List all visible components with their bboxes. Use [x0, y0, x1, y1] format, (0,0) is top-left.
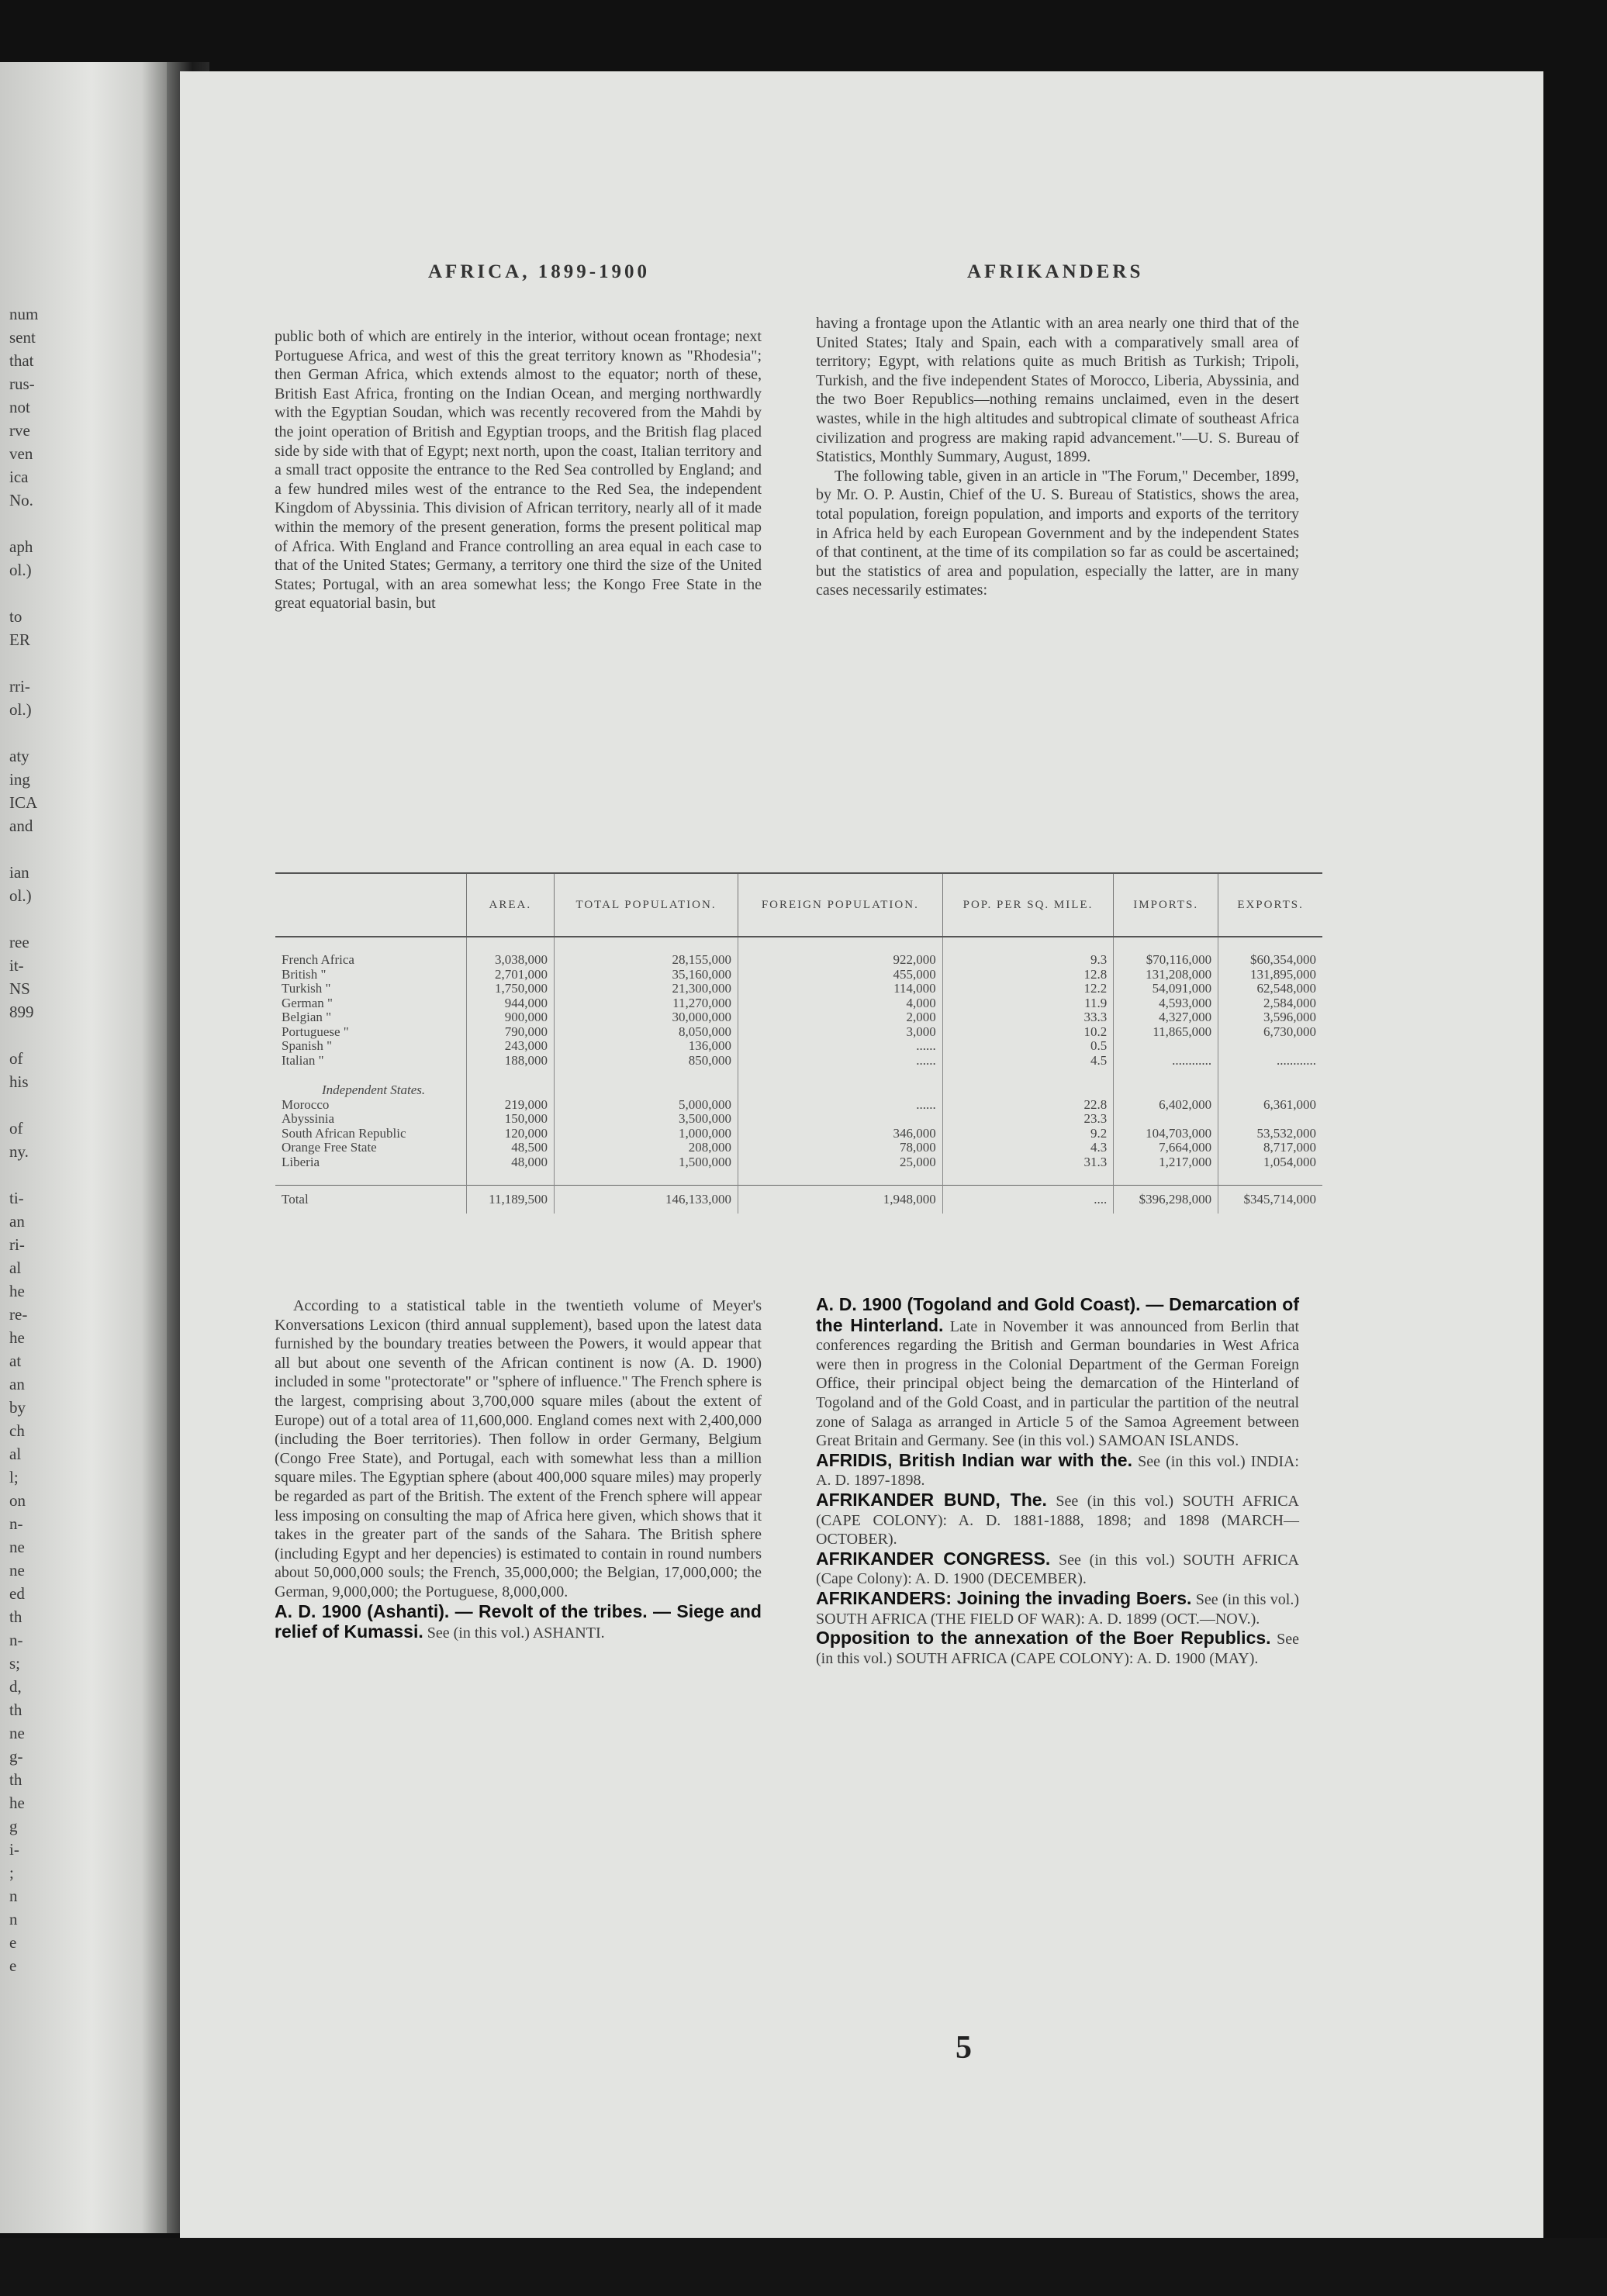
fragment-line: No.	[9, 491, 33, 509]
table-cell: 8,050,000	[555, 1025, 738, 1040]
table-row	[275, 1141, 1322, 1155]
table-cell	[555, 937, 738, 953]
table-cell: British "	[282, 966, 327, 982]
entry-heading: AFRIDIS, British Indian war with the.	[816, 1449, 1132, 1470]
index-entry	[816, 1451, 1299, 1490]
table-cell: 3,500,000	[555, 1112, 738, 1127]
table-cell: ......	[738, 1054, 943, 1069]
table-cell	[1218, 1039, 1322, 1054]
running-header-right: AFRIKANDERS	[967, 261, 1144, 282]
table-cell	[466, 1083, 554, 1098]
fragment-line: ne	[9, 1724, 25, 1742]
table-cell: 35,160,000	[555, 968, 738, 982]
table-cell: 9.2	[942, 1127, 1114, 1141]
fragment-line: d,	[9, 1677, 22, 1696]
fragment-line: e	[9, 1933, 17, 1952]
index-entry	[816, 1628, 1299, 1668]
table-cell	[1218, 1112, 1322, 1127]
fragment-line	[9, 1163, 164, 1186]
entry-heading: AFRIKANDER BUND, The.	[816, 1489, 1047, 1510]
paragraph: The following table, given in an article in "The Forum," December, 1899, by Mr. O. P. Austin, Chief of the U. S. Bureau of Statistics, shows the area, total population, foreign population, and imports and exports of the territory in Africa held by each European Government and by the independent States of that continent, at the time of its compilation so far as could be ascertained; but the statistics of area and population, especially the latter, are in many cases necessarily estimates:	[816, 467, 1299, 599]
table-cell: Total	[275, 1186, 466, 1214]
table-cell: 1,054,000	[1218, 1155, 1322, 1170]
table-cell: 243,000	[466, 1039, 554, 1054]
table-cell: Turkish "	[282, 981, 331, 996]
fragment-line: by	[9, 1398, 26, 1417]
fragment-line: ree	[9, 933, 29, 951]
table-cell	[275, 1169, 466, 1186]
fragment-line: n	[9, 1887, 18, 1905]
fragment-line: ol.)	[9, 561, 32, 579]
facing-page	[0, 62, 167, 2233]
fragment-line: ol.)	[9, 700, 32, 719]
statistics-table	[275, 872, 1322, 1214]
fragment-line: of	[9, 1049, 23, 1068]
table-cell: 48,000	[466, 1155, 554, 1170]
table-cell: ......	[738, 1039, 943, 1054]
table-cell: 1,500,000	[555, 1155, 738, 1170]
fragment-line: at	[9, 1352, 22, 1370]
fragment-line: of	[9, 1119, 23, 1138]
running-header-left: AFRICA, 1899-1900	[428, 261, 651, 282]
table-cell: 4.5	[942, 1054, 1114, 1069]
table-cell: 131,208,000	[1114, 968, 1218, 982]
fragment-line: an	[9, 1212, 25, 1231]
table-cell: 31.3	[942, 1155, 1114, 1170]
table-cell: 3,000	[738, 1025, 943, 1040]
fragment-line: re-	[9, 1305, 28, 1324]
table-cell: 21,300,000	[555, 982, 738, 996]
paragraph: having a frontage upon the Atlantic with an area nearly one third that of the United States; Italy and Spain, each with a comparatively small area of territory; Egypt, with relations quite as much British as Turkish; Tripoli, Turkish, and the five independent States of Morocco, Liberia, Abyssinia, and the two Boer Republics—nothing remains unclaimed, even in the desert wastes, while in the high altitudes and subtropical climate of southeast Africa civilization and progress are making rapid advancement."—U. S. Bureau of Statistics, Monthly Summary, August, 1899.	[816, 315, 1299, 466]
table-cell: 12.8	[942, 968, 1114, 982]
table-cell	[1218, 1068, 1322, 1083]
table-cell: 1,750,000	[466, 982, 554, 996]
entry-heading: Opposition to the annexation of the Boer Republics.	[816, 1628, 1271, 1649]
table-cell: 150,000	[466, 1112, 554, 1127]
table-cell: 9.3	[942, 953, 1114, 968]
table-cell: 790,000	[466, 1025, 554, 1040]
fragment-line: he	[9, 1282, 25, 1300]
column-1-bottom	[275, 1296, 762, 1643]
table-cell: ............	[1114, 1054, 1218, 1069]
column-2-bottom	[816, 1295, 1299, 1668]
table-cell: 114,000	[738, 982, 943, 996]
table-cell: ............	[1218, 1054, 1322, 1069]
table-row	[275, 1127, 1322, 1141]
table-cell: 1,000,000	[555, 1127, 738, 1141]
fragment-line: ;	[9, 1863, 14, 1882]
table-cell	[942, 1169, 1114, 1186]
column-header: AREA.	[466, 873, 554, 937]
table-row	[275, 1039, 1322, 1054]
fragment-line: aph	[9, 537, 33, 556]
fragment-line: e	[9, 1956, 17, 1975]
entry-heading: AFRIKANDER CONGRESS.	[816, 1548, 1051, 1569]
column-2-top	[816, 314, 1299, 600]
index-entry	[816, 1589, 1299, 1628]
fragment-line: ER	[9, 630, 30, 649]
spacer-row	[275, 1068, 1322, 1083]
table-cell	[738, 1169, 943, 1186]
table-cell: 12.2	[942, 982, 1114, 996]
table-cell: 146,133,000	[555, 1186, 738, 1214]
table-cell: ....	[942, 1186, 1114, 1214]
column-header: FOREIGN POPULATION.	[738, 873, 943, 937]
fragment-line: ing	[9, 770, 30, 789]
table-cell: Belgian "	[282, 1010, 332, 1024]
table-cell: Italian "	[282, 1052, 324, 1068]
entry-text: Late in November it was announced from Berlin that conferences regarding the British and German boundaries in West Africa were then in progress in the Colonial Department of the German Foreign Office, their principal object being the demarcation of the Hinterland of Togoland and of the Gold Coast, and in particular the partition of the neutral zone of Salaga as arranged in Article 5 of the Samoa Agreement between Great Britain and Germany. See (in this vol.) SAMOAN ISLANDS.	[816, 1317, 1299, 1450]
index-entry	[816, 1490, 1299, 1549]
table-cell	[1218, 1169, 1322, 1186]
table-cell: 2,000	[738, 1010, 943, 1025]
table-cell: 7,664,000	[1114, 1141, 1218, 1155]
table-cell: 11,270,000	[555, 996, 738, 1011]
table-cell: South African Republic	[282, 1125, 406, 1141]
entry-text: See (in this vol.) SOUTH AFRICA (CAPE COLONY): A. D. 1900 (MAY).	[816, 1631, 1299, 1667]
fragment-line: th	[9, 1770, 22, 1789]
table-cell	[738, 1112, 943, 1127]
fragment-line: he	[9, 1328, 25, 1347]
table-cell: 11.9	[942, 996, 1114, 1011]
fragment-line: n	[9, 1910, 18, 1928]
table-cell: 22.8	[942, 1098, 1114, 1113]
paragraph: public both of which are entirely in the interior, without ocean frontage; next Portuguese Africa, and west of this the great territory known as "Rhodesia"; then German Africa, which extends almost to the equator; north of these, British East Africa, fronting on the Indian Ocean, and merging northwardly with the Egyptian Soudan, which was recently recovered from the Mahdi by the joint operation of British and Egyptian troops, and the British flag placed side by side with that of Egypt; next north, upon the coast, Italian territory and a small tract opposite the entrance to the Red Sea controlled by England; and a few hundred miles west of the entrance to the Red Sea, the independent Kingdom of Abyssinia. This division of African territory, nearly all of it made within the memory of the present generation, forms the present political map of Africa. With England and France controlling an area equal in each case to that of the United States; Germany, a territory one third the size of the United States; Portugal, with an area somewhat less; the Kongo Free State in the great equatorial basin, but	[275, 328, 762, 613]
fragment-line	[9, 907, 164, 930]
table-cell: 208,000	[555, 1141, 738, 1155]
table-cell: 1,217,000	[1114, 1155, 1218, 1170]
fragment-line	[9, 837, 164, 861]
table-subheader-row	[275, 1083, 1322, 1098]
table-cell: 4,000	[738, 996, 943, 1011]
table-cell: 25,000	[738, 1155, 943, 1170]
entry-text: See (in this vol.) SOUTH AFRICA (CAPE COLONY): A. D. 1881-1888, 1898; and 1898 (MARCH—OCTOBER).	[816, 1492, 1299, 1549]
fragment-line: ol.)	[9, 886, 32, 905]
table-cell: 5,000,000	[555, 1098, 738, 1113]
fragment-line: an	[9, 1375, 25, 1393]
table-cell: $396,298,000	[1114, 1186, 1218, 1214]
fragment-line: ne	[9, 1561, 25, 1580]
fragment-line: ti-	[9, 1189, 24, 1207]
fragment-line: th	[9, 1607, 22, 1626]
fragment-line: ica	[9, 468, 29, 486]
fragment-line	[9, 1024, 164, 1047]
fragment-line	[9, 1093, 164, 1117]
table-row	[275, 1010, 1322, 1025]
spacer-row	[275, 937, 1322, 953]
table-cell: 1,948,000	[738, 1186, 943, 1214]
table-row	[275, 1025, 1322, 1040]
fragment-line: 899	[9, 1003, 34, 1021]
table-cell	[555, 1068, 738, 1083]
table-cell	[942, 1068, 1114, 1083]
table-cell: 850,000	[555, 1054, 738, 1069]
table-cell: 188,000	[466, 1054, 554, 1069]
fragment-line: ch	[9, 1421, 25, 1440]
table-cell	[555, 1083, 738, 1098]
table-cell: 30,000,000	[555, 1010, 738, 1025]
fragment-line: ne	[9, 1538, 25, 1556]
table-cell: Liberia	[282, 1154, 320, 1169]
table-cell: 6,361,000	[1218, 1098, 1322, 1113]
scan-border	[0, 2238, 1607, 2296]
page-number: 5	[956, 2030, 972, 2066]
table-cell: 53,532,000	[1218, 1127, 1322, 1141]
facing-page-text	[9, 302, 164, 1977]
fragment-line: n-	[9, 1514, 23, 1533]
fragment-line: his	[9, 1072, 29, 1091]
fragment-line: and	[9, 817, 33, 835]
table-cell: German "	[282, 995, 333, 1010]
fragment-line: s;	[9, 1654, 21, 1673]
fragment-line: i-	[9, 1840, 19, 1859]
fragment-line	[9, 651, 164, 675]
index-entry	[816, 1295, 1299, 1451]
table-cell: 6,730,000	[1218, 1025, 1322, 1040]
fragment-line: num	[9, 305, 39, 323]
table-cell: $70,116,000	[1114, 953, 1218, 968]
table-cell	[942, 1083, 1114, 1098]
table-cell: 33.3	[942, 1010, 1114, 1025]
spacer-row	[275, 1169, 1322, 1186]
fragment-line: to	[9, 607, 22, 626]
fragment-line: g	[9, 1817, 18, 1835]
table-cell: 28,155,000	[555, 953, 738, 968]
table-cell: Spanish "	[282, 1038, 333, 1053]
table-row	[275, 1155, 1322, 1170]
entry-ashanti: A. D. 1900 (Ashanti). — Revolt of the tribes. — Siege and relief of Kumassi. See (in this vol.) ASHANTI.	[275, 1600, 762, 1642]
fragment-line: sent	[9, 328, 36, 347]
fragment-line: he	[9, 1794, 25, 1812]
column-1-top	[275, 327, 762, 613]
table-cell	[466, 1169, 554, 1186]
table-cell: ......	[738, 1098, 943, 1113]
table-cell: 62,548,000	[1218, 982, 1322, 996]
table-row	[275, 982, 1322, 996]
table-cell	[275, 1068, 466, 1083]
table-cell	[1114, 1169, 1218, 1186]
fragment-line: aty	[9, 747, 29, 765]
table-cell	[555, 1169, 738, 1186]
table-cell	[275, 937, 466, 953]
fragment-line	[9, 582, 164, 605]
table-cell: 11,189,500	[466, 1186, 554, 1214]
entry-text: See (in this vol.) INDIA: A. D. 1897-1898.	[816, 1452, 1299, 1490]
table-cell: 6,402,000	[1114, 1098, 1218, 1113]
column-header: POP. PER SQ. MILE.	[942, 873, 1114, 937]
fragment-line	[9, 721, 164, 744]
table-cell	[942, 937, 1114, 953]
table-cell	[738, 1068, 943, 1083]
table-cell: 922,000	[738, 953, 943, 968]
table-row	[275, 1112, 1322, 1127]
table-cell: 11,865,000	[1114, 1025, 1218, 1040]
column-header: TOTAL POPULATION.	[555, 873, 738, 937]
table-cell: 900,000	[466, 1010, 554, 1025]
table-cell	[466, 1068, 554, 1083]
table-cell	[1218, 1083, 1322, 1098]
table-cell: 48,500	[466, 1141, 554, 1155]
table-cell: 104,703,000	[1114, 1127, 1218, 1141]
table-cell: 2,584,000	[1218, 996, 1322, 1011]
fragment-line: ian	[9, 863, 29, 882]
fragment-line: it-	[9, 956, 24, 975]
table-cell: 219,000	[466, 1098, 554, 1113]
fragment-line: n-	[9, 1631, 23, 1649]
table-total-row	[275, 1186, 1322, 1214]
table-cell: Portuguese "	[282, 1024, 349, 1039]
entry-heading: A. D. 1900 (Togoland and Gold Coast). — Demarcation of the Hinterland.	[816, 1294, 1299, 1335]
table-subheader: Independent States.	[322, 1082, 426, 1097]
entry-heading: AFRIKANDERS: Joining the invading Boers.	[816, 1587, 1192, 1608]
table-cell: 4,327,000	[1114, 1010, 1218, 1025]
table-row	[275, 996, 1322, 1011]
table-row	[275, 953, 1322, 968]
table-cell: 944,000	[466, 996, 554, 1011]
table-cell	[1114, 1112, 1218, 1127]
table-cell: 120,000	[466, 1127, 554, 1141]
table-row	[275, 968, 1322, 982]
table-cell: 455,000	[738, 968, 943, 982]
table-cell: Abyssinia	[282, 1111, 334, 1126]
table-cell: 3,596,000	[1218, 1010, 1322, 1025]
table-cell: 346,000	[738, 1127, 943, 1141]
fragment-line: al	[9, 1445, 22, 1463]
table-cell	[1114, 937, 1218, 953]
fragment-line: al	[9, 1258, 22, 1277]
table-cell: 10.2	[942, 1025, 1114, 1040]
table-cell	[1114, 1039, 1218, 1054]
table-cell: $60,354,000	[1218, 953, 1322, 968]
entry-text: See (in this vol.) SOUTH AFRICA (Cape Colony): A. D. 1900 (DECEMBER).	[816, 1551, 1299, 1588]
paragraph: According to a statistical table in the twentieth volume of Meyer's Konversations Lexicon (third annual supplement), based upon the latest data furnished by the boundary treaties between the Powers, it would appear that all but about one seventh of the African continent is now (A. D. 1900) included in some "protectorate" or "sphere of influence." The French sphere is the largest, comprising about 3,700,000 square miles (about the extent of Europe) out of a total area of 11,600,000. England comes next with 2,400,000 (including the Boer territories). Then follow in order Germany, Belgium (Congo Free State), and Portugal, each with somewhat less than a million square miles. The Egyptian sphere (about 400,000 square miles) may properly be regarded as part of the British. The extent of the French sphere will appear less imposing on consulting the map of Africa here given, which shows that it takes in the greater part of the sands of the Sahara. The British sphere (including Egypt and her depencies) is estimated to contain in round numbers about 50,000,000 souls; the French, 35,000,000; the Belgian, 17,000,000; the German, 9,000,000; the Portuguese, 8,000,000.	[275, 1297, 762, 1600]
table-cell	[1218, 937, 1322, 953]
table-cell: French Africa	[282, 952, 354, 967]
table-cell: 78,000	[738, 1141, 943, 1155]
fragment-line: l;	[9, 1468, 19, 1486]
table-cell	[738, 1083, 943, 1098]
table-cell: $345,714,000	[1218, 1186, 1322, 1214]
fragment-line: not	[9, 398, 30, 416]
fragment-line: that	[9, 351, 34, 370]
table-cell: 4,593,000	[1114, 996, 1218, 1011]
table-cell: 23.3	[942, 1112, 1114, 1127]
fragment-line	[9, 512, 164, 535]
table-cell: 3,038,000	[466, 953, 554, 968]
table-cell: 131,895,000	[1218, 968, 1322, 982]
fragment-line: rus-	[9, 375, 35, 393]
table-cell	[466, 937, 554, 953]
table-cell: 0.5	[942, 1039, 1114, 1054]
entry-text: See (in this vol.) SOUTH AFRICA (THE FIELD OF WAR): A. D. 1899 (OCT.—NOV.).	[816, 1590, 1299, 1628]
table-cell: 8,717,000	[1218, 1141, 1322, 1155]
fragment-line: on	[9, 1491, 26, 1510]
fragment-line: ny.	[9, 1142, 29, 1161]
column-header: EXPORTS.	[1218, 873, 1322, 937]
table-cell	[738, 937, 943, 953]
fragment-line: rve	[9, 421, 30, 440]
column-header: IMPORTS.	[1114, 873, 1218, 937]
table-cell: 54,091,000	[1114, 982, 1218, 996]
table-cell: Morocco	[282, 1096, 330, 1112]
table-row	[275, 1098, 1322, 1113]
fragment-line: ICA	[9, 793, 38, 812]
table-cell	[1114, 1068, 1218, 1083]
table-cell: Orange Free State	[282, 1140, 377, 1155]
table-cell: 136,000	[555, 1039, 738, 1054]
table-row	[275, 1054, 1322, 1069]
fragment-line: th	[9, 1700, 22, 1719]
fragment-line: g-	[9, 1747, 23, 1766]
table-header-row	[275, 873, 1322, 937]
fragment-line: NS	[9, 979, 30, 998]
table-cell: 2,701,000	[466, 968, 554, 982]
fragment-line: rri-	[9, 677, 30, 696]
column-header	[275, 873, 466, 937]
fragment-line: ri-	[9, 1235, 25, 1254]
fragment-line: ven	[9, 444, 33, 463]
table-cell	[1114, 1083, 1218, 1098]
index-entry	[816, 1549, 1299, 1589]
fragment-line: ed	[9, 1584, 25, 1603]
table-cell: 4.3	[942, 1141, 1114, 1155]
